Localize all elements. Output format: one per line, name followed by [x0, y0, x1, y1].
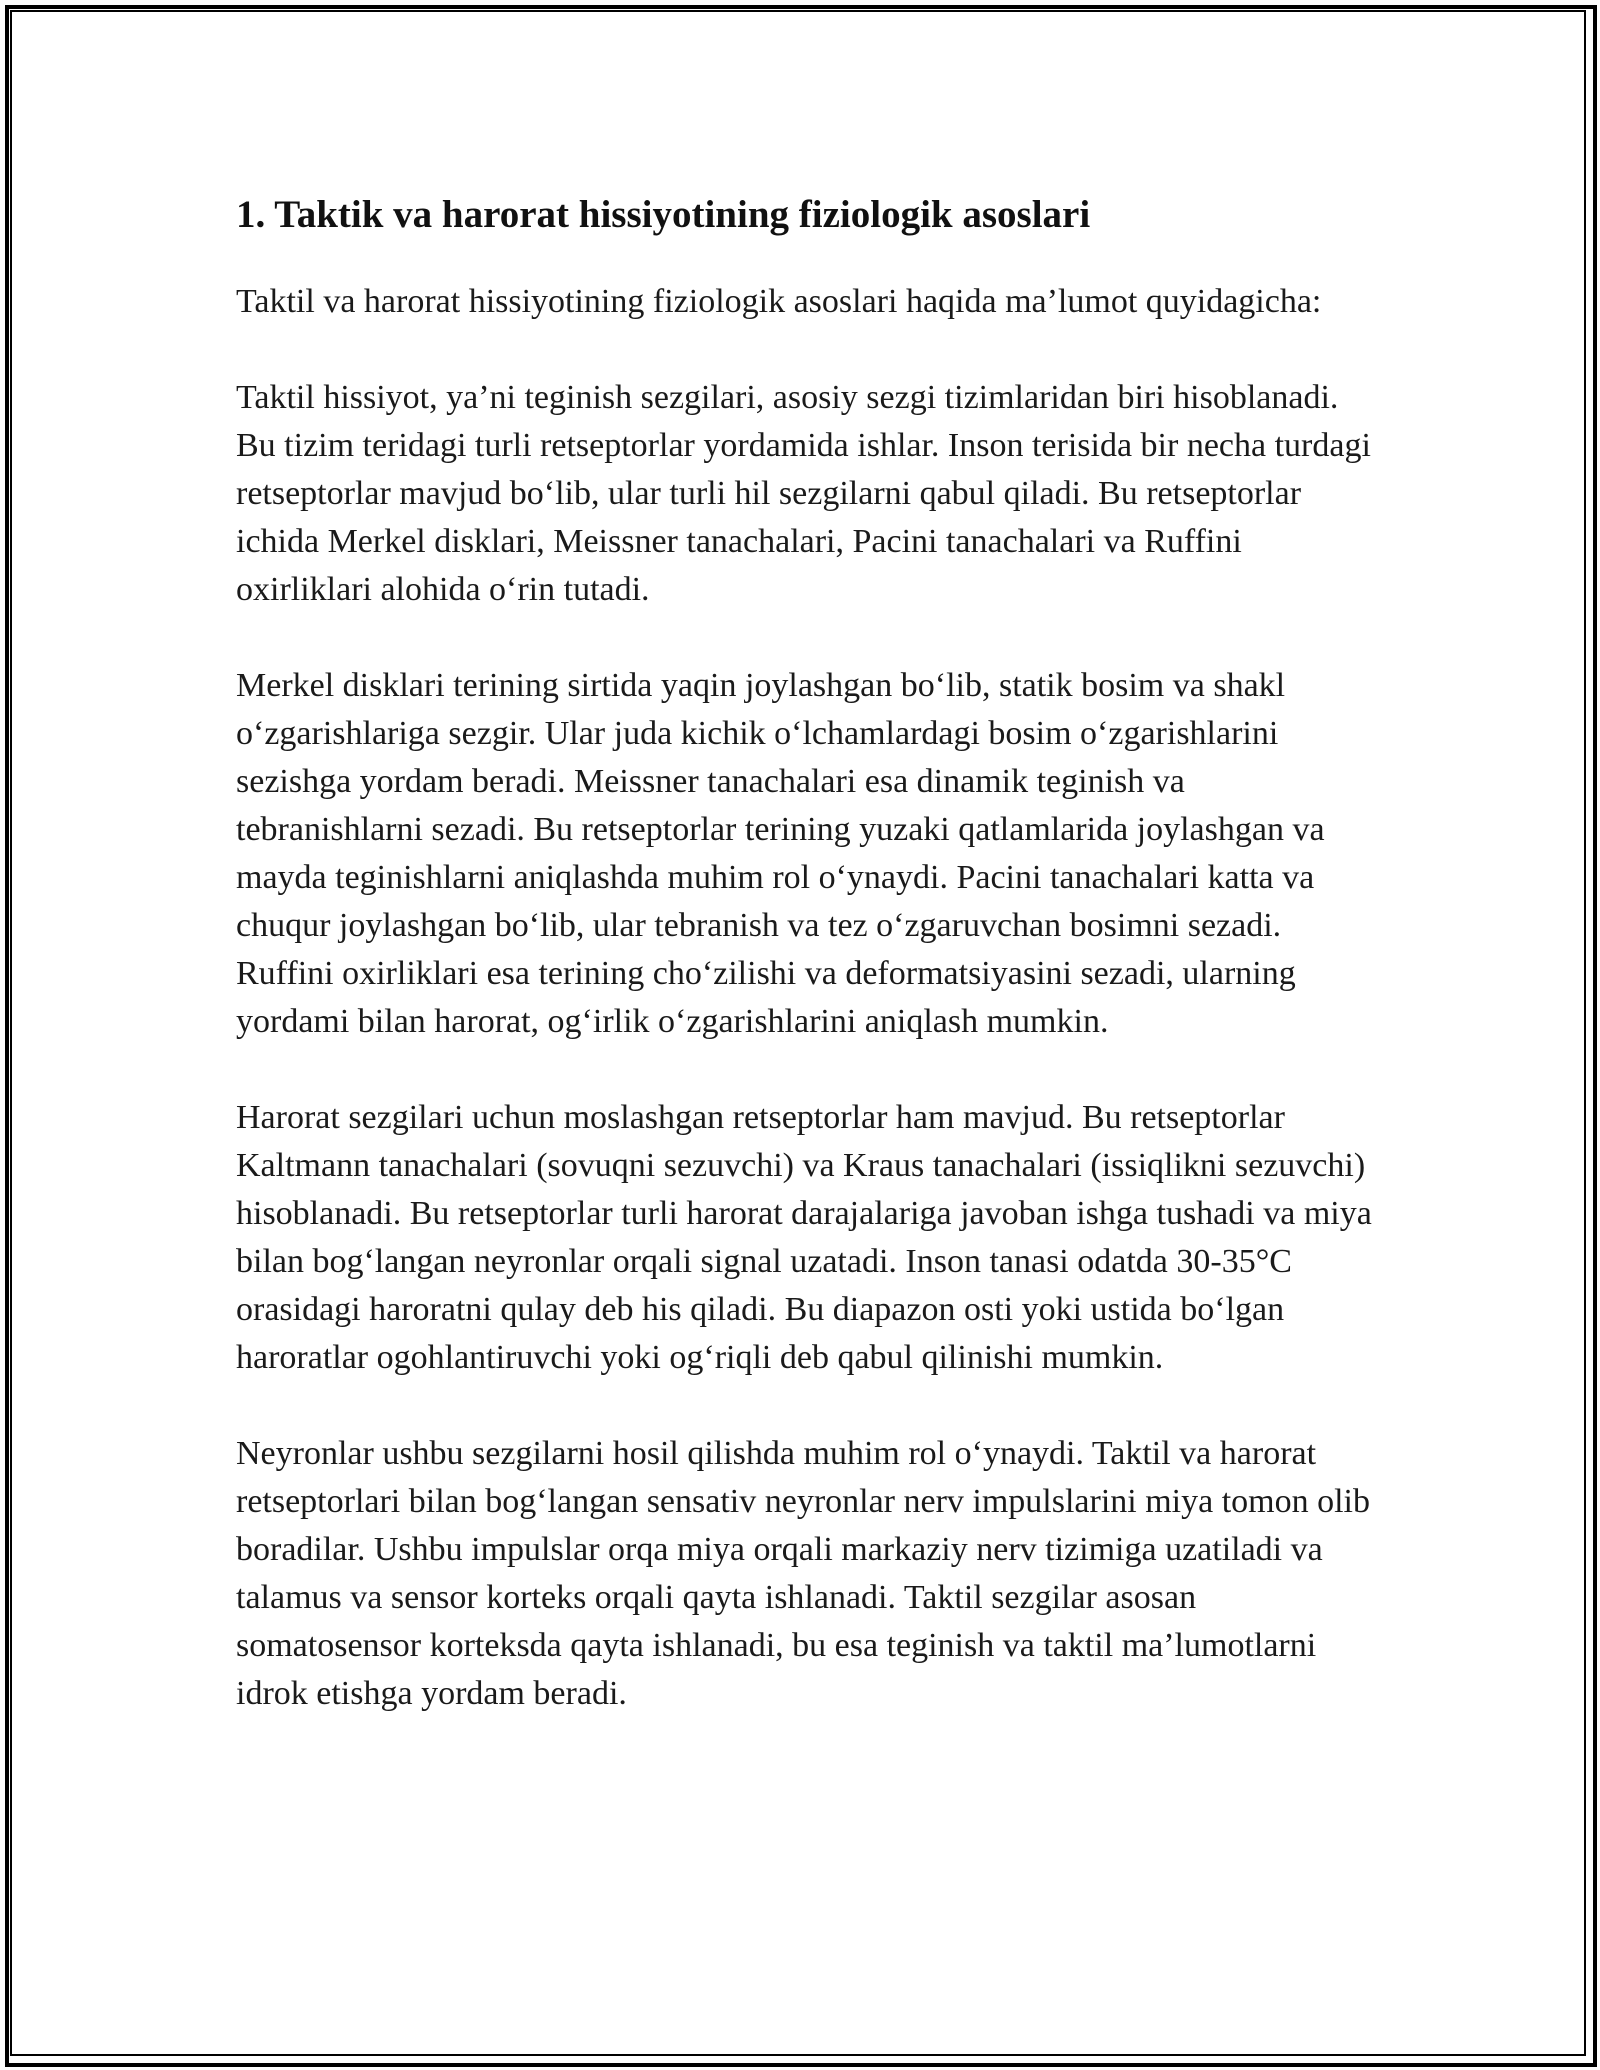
tactile-paragraph: Taktil hissiyot, ya’ni teginish sezgilari, asosiy sezgi tizimlaridan biri hisoblanadi. Bu tizim teridagi turli retseptorlar yordamida ishlar. Inson terisida bir necha turdagi retseptorlar mavjud bo‘lib, ular turli hil sezgilarni qabul qiladi. Bu retseptorlar ichida Merkel disklari, Meissner tanachalari, Pacini tanachalari va Ruffini oxirliklari alohida o‘rin tutadi. — [236, 379, 1371, 608]
intro-paragraph: Taktil va harorat hissiyotining fiziologik asoslari haqida ma’lumot quyidagicha: — [236, 283, 1322, 320]
document-body — [236, 180, 1376, 1718]
receptors-paragraph: Merkel disklari terining sirtida yaqin joylashgan bo‘lib, statik bosim va shakl o‘zgarishlariga sezgir. Ular juda kichik o‘lchamlardagi bosim o‘zgarishlarini sezishga yordam beradi. Meissner tanachalari esa dinamik teginish va tebranishlarni sezadi. Bu retseptorlar terining yuzaki qatlamlarida joylashgan va mayda teginishlarni aniqlashda muhim rol o‘ynaydi. Pacini tanachalari katta va chuqur joylashgan bo‘lib, ular tebranish va tez o‘zgaruvchan bosimni sezadi. Ruffini oxirliklari esa terining cho‘zilishi va deformatsiyasini sezadi, ularning yordami bilan harorat, og‘irlik o‘zgarishlarini aniqlash mumkin. — [236, 667, 1325, 1040]
temperature-paragraph: Harorat sezgilari uchun moslashgan retseptorlar ham mavjud. Bu retseptorlar Kaltmann tanachalari (sovuqni sezuvchi) va Kraus tanachalari (issiqlikni sezuvchi) hisoblanadi. Bu retseptorlar turli harorat darajalariga javoban ishga tushadi va miya bilan bog‘langan neyronlar orqali signal uzatadi. Inson tanasi odatda 30-35°C orasidagi haroratni qulay deb his qiladi. Bu diapazon osti yoki ustida bo‘lgan haroratlar ogohlantiruvchi yoki og‘riqli deb qabul qilinishi mumkin. — [236, 1099, 1372, 1376]
section-heading: 1. Taktik va harorat hissiyotining fiziologik asoslari — [236, 193, 1091, 236]
neurons-paragraph: Neyronlar ushbu sezgilarni hosil qilishda muhim rol o‘ynaydi. Taktil va harorat retseptorlari bilan bog‘langan sensativ neyronlar nerv impulslarini miya tomon olib boradilar. Ushbu impulslar orqa miya orqali markaziy nerv tizimiga uzatiladi va talamus va sensor korteks orqali qayta ishlanadi. Taktil sezgilar asosan somatosensor korteksda qayta ishlanadi, bu esa teginish va taktil ma’lumotlarni idrok etishga yordam beradi. — [236, 1435, 1371, 1712]
